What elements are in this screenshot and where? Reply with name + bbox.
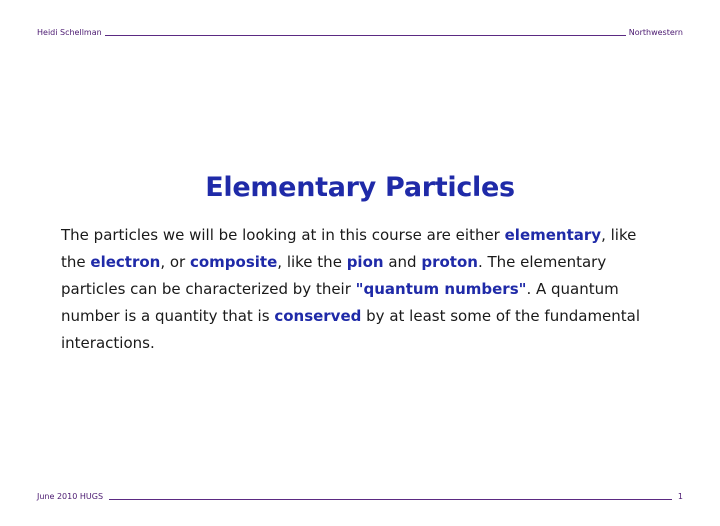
keyword-pion: pion — [346, 253, 384, 271]
body-text-6: . The elementary particles can be characterized by their — [61, 253, 607, 298]
body-text-4: , like the — [277, 253, 347, 271]
slide-footer — [37, 488, 683, 502]
keyword-electron: electron — [90, 253, 161, 271]
keyword-conserved: conserved — [274, 307, 362, 325]
footer-rule — [109, 499, 672, 500]
footer-page-number: 1 — [677, 492, 683, 501]
keyword-composite: composite — [189, 253, 278, 271]
body-text-5: and — [383, 253, 422, 271]
body-paragraph — [61, 222, 661, 357]
body-text-3: , or — [160, 253, 190, 271]
header-author: Heidi Schellman — [37, 28, 102, 37]
slide-title: Elementary Particles — [205, 172, 515, 203]
slide-header — [37, 24, 683, 38]
keyword-proton: proton — [421, 253, 478, 271]
header-rule — [105, 35, 626, 36]
keyword-quantum-numbers: "quantum numbers" — [355, 280, 527, 298]
body-text-7: . A quantum number is a quantity that is — [61, 280, 619, 325]
body-text-8: by at least some of the fundamental interactions. — [61, 307, 641, 352]
body-text-1: The particles we will be looking at in this course are either — [61, 226, 505, 244]
footer-date-event: June 2010 HUGS — [37, 492, 104, 501]
header-institution: Northwestern — [628, 28, 683, 37]
body-text-2: , like the — [61, 226, 637, 271]
keyword-elementary: elementary — [504, 226, 602, 244]
